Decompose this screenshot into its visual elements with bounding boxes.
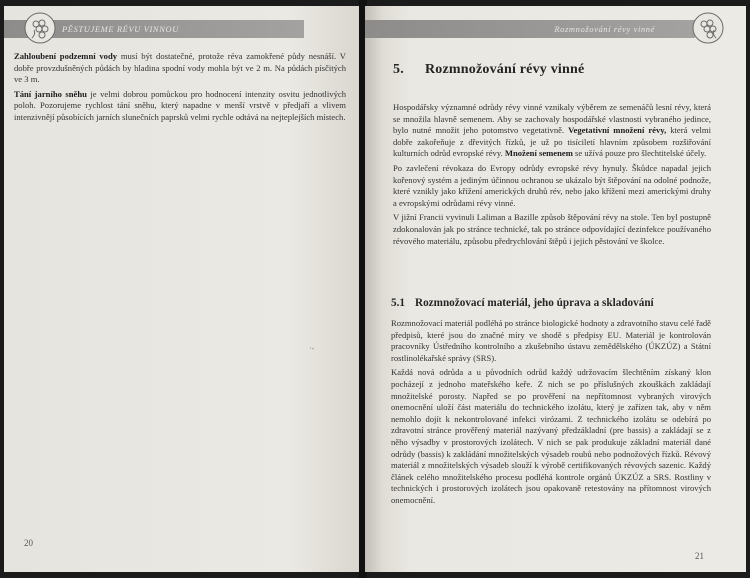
term-groundwater: Zahloubení podzemní vody — [14, 51, 118, 61]
term-vegetative: Vegetativní množení révy, — [568, 125, 667, 136]
paragraph-regulations: Rozmnožovací materiál podléhá po stránce biologické hodnoty a zdravotního stavu celé řadě předpisů, které jsou do značné míry ve shodě s předpisy EU. Materiál je kontrolován pracovníky Ústředního kontrolního a zkušebního ústavu zemědělského (ÚKZÚZ) a Státní rostlinolékařské správy (SRS). — [391, 318, 711, 363]
stray-mark: ·- — [309, 344, 315, 353]
chapter-number: 5. — [393, 62, 404, 77]
paragraph-france: V jižní Francii vyvinuli Laliman a Bazille způsob štěpování révy na stole. Ten byl postupně zdokonalován jak po stránce technické, tak po stránce odpovídající dezinfekce používaného révového materiálu, způsobu předrychlování štěpů i jejich pěstování ve školce. — [393, 212, 711, 246]
right-page — [365, 6, 746, 572]
paragraph-vegetative-text: která velmi dobře zakořeňuje z dřevitých řízků, je už po tisíciletí hlavním způsobem rozšiřování kulturních odrůd evropské révy. — [393, 125, 711, 159]
left-running-header: PĚSTUJEME RÉVU VINNOU — [62, 24, 179, 34]
section-body-text — [391, 318, 711, 510]
left-page-number: 20 — [24, 538, 33, 548]
section-title-text: Rozmnožovací materiál, jeho úprava a skladování — [415, 297, 654, 309]
right-header-band — [365, 20, 695, 38]
paragraph-snow — [14, 89, 346, 124]
left-body-text — [14, 51, 346, 127]
section-number: 5.1 — [391, 297, 405, 309]
paragraph-clones: Každá nová odrůda a u původních odrůd každý udržovacím šlechtěním získaný klon pocházejí z jednoho mateřského keře. Z nich se po příslušných zkouškách zakládají množitelské porosty. Napřed se po prověření na nepřítomnost vybraných virových onemocnění uloží část materiálu do technického izolátu, který je zařízen tak, aby v něm nemohlo dojít k nekontrolované infekci virózami. Z technického izolátu se odebírá po zdravotní stránce prověřený materiál nazývaný předzákladní (pre bassis) a zakládají se z něho výsadby v prostorových izolátech. V nich se pak produkuje základní materiál dané odrůdy (bassis) k zakládání množitelských výsadeb roubů nebo podnožových řízků. Révový materiál z množitelských výsadeb slouží k výrobě certifikovaných révových sazenic. Každý článek celého množitelského procesu podléhá kontrole orgánů ÚKZÚZ a SRS. Rostliny v technických i prostorových izolátech jsou opakovaně retestovány na přítomnost virových onemocnění. — [391, 367, 711, 505]
paragraph-groundwater-text: musí být dostatečné, protože réva zamokřené půdy nesnáší. V dobře provzdušněných půdách by hladina spodní vody mohla být ve 2 m. Na půdách písčitých ve 3 m. — [14, 51, 346, 85]
paragraph-phylloxera: Po zavlečení révokaza do Evropy odrůdy evropské révy hynuly. Škůdce napadal jejich kořenový systém a jediným účinnou ochranou se ukázalo být štěpování na odolné podnože, které vznikly jako křížení amerických druhů rév, nebo jako křížení mezi americkými druhy a evropskými odrůdami révy vinné. — [393, 162, 711, 208]
left-page — [4, 6, 361, 572]
paragraph-groundwater — [14, 51, 346, 86]
right-running-header: Rozmnožování révy vinné — [554, 24, 655, 34]
vine-grape-logo-icon — [692, 12, 724, 44]
right-page-number: 21 — [695, 551, 704, 561]
term-seed: Množení semenem — [504, 148, 573, 159]
section-title — [391, 297, 721, 309]
paragraph-origin — [393, 102, 711, 160]
paragraph-snow-text: je velmi dobrou pomůckou pro hodnocení intenzity osvitu jednotlivých poloh. Pozorujeme rychlost tání sněhu, který napadne v menší vrstvě v předjaří a vlivem intenzivnějí působících jarních slunečních paprsků velmi rychle odtává na nejteplejších místech. — [14, 88, 346, 122]
chapter-body-text — [393, 102, 711, 250]
chapter-title-text: Rozmnožování révy vinné — [425, 62, 585, 77]
vine-grape-logo-icon — [24, 12, 56, 44]
gutter-shadow — [365, 6, 383, 572]
term-snow: Tání jarního sněhu — [14, 88, 87, 99]
chapter-title — [393, 62, 723, 78]
paragraph-origin-text: Hospodářsky významné odrůdy révy vinné vznikaly výběrem ze semenáčů lesní révy, která se množila hlavně semenem. Aby se zachovaly hospodářské vlastnosti vybraného jedince, bylo nutné množit jeho potomstvo vegetativně. — [393, 102, 711, 136]
paragraph-seed-text: se užívá pouze pro šlechtitelské účely. — [572, 148, 707, 159]
